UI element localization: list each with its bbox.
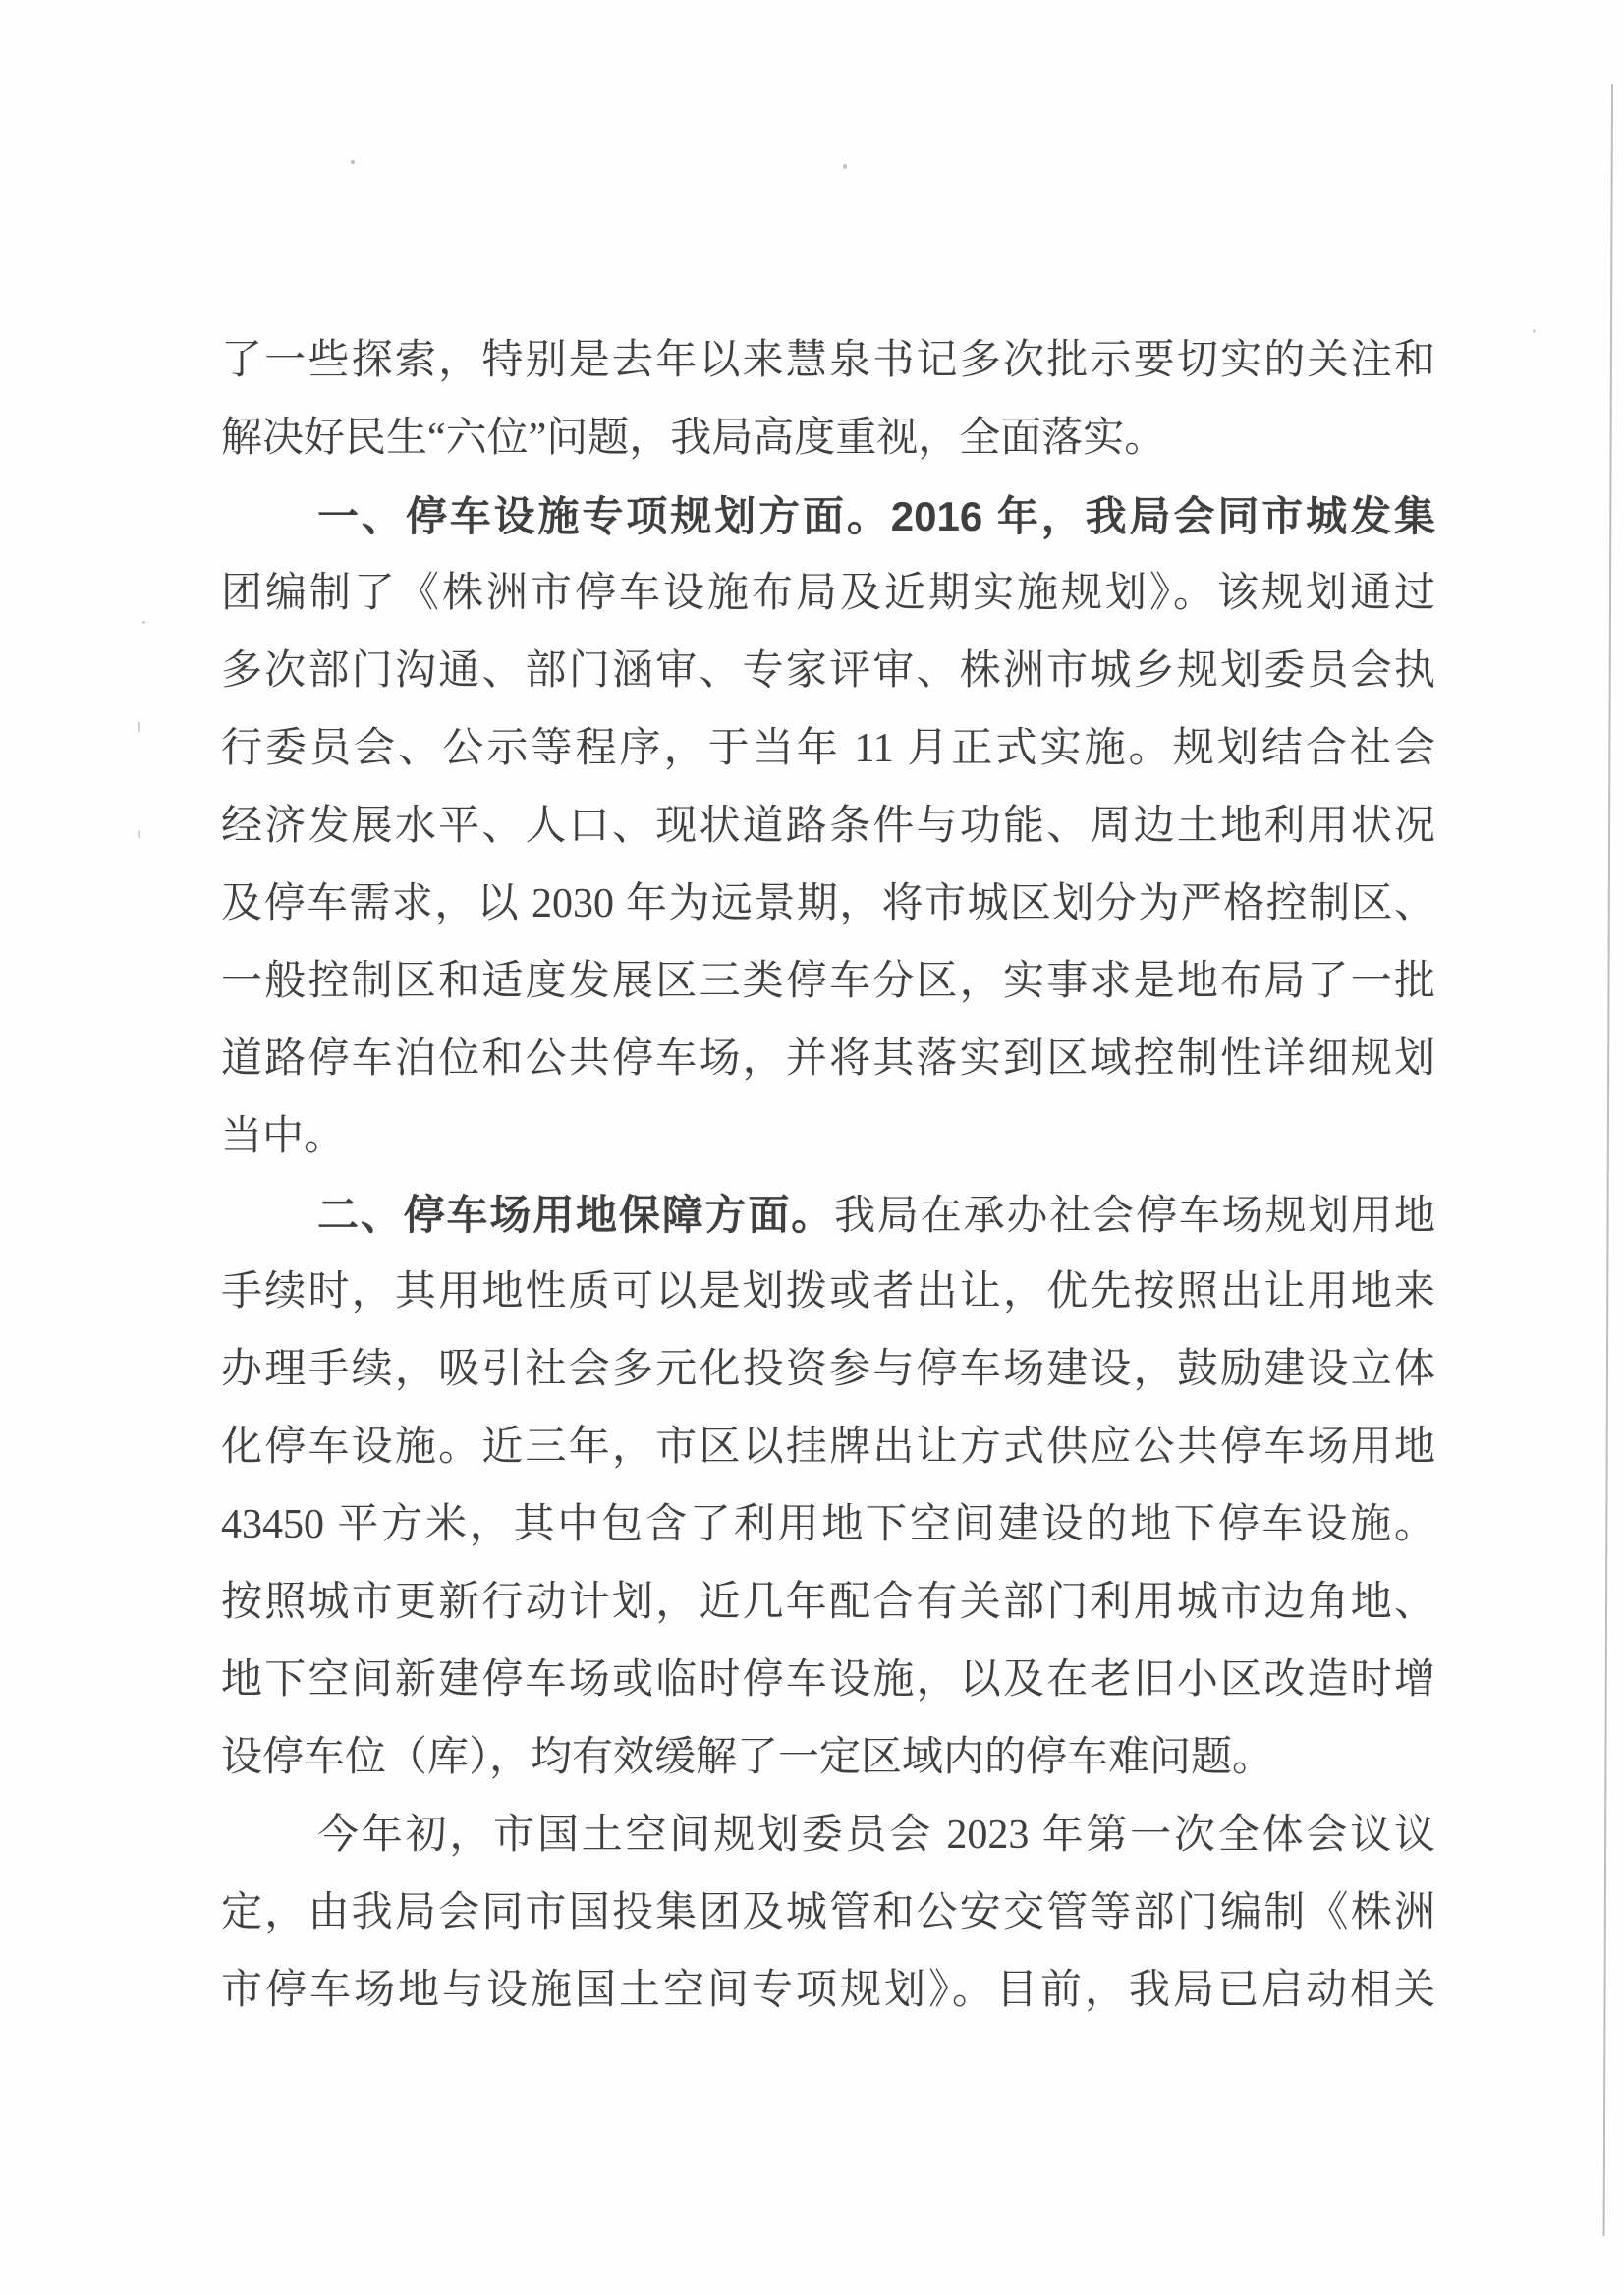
text-line: 当中。 xyxy=(221,1114,346,1159)
text-line: 行委员会、公示等程序，于当年 11 月正式实施。规划结合社会 xyxy=(221,726,1435,771)
text-line: 了一些探索，特别是去年以来慧泉书记多次批示要切实的关注和 xyxy=(221,338,1435,383)
text-line: 团编制了《株洲市停车设施布局及近期实施规划》。该规划通过 xyxy=(221,571,1435,616)
text-line: 解决好民生“六位”问题，我局高度重视，全面落实。 xyxy=(221,416,1166,461)
scan-speck xyxy=(138,830,140,838)
scan-speck xyxy=(138,722,140,732)
scan-speck xyxy=(142,621,145,624)
text-line: 43450 平方米，其中包含了利用地下空间建设的地下停车设施。 xyxy=(221,1502,1435,1547)
section-heading-text: 二、停车场用地保障方面。 xyxy=(317,1192,835,1238)
text-line: 手续时，其用地性质可以是划拨或者出让，优先按照出让用地来 xyxy=(221,1269,1435,1315)
text-segment: 我局在承办社会停车场规划用地 xyxy=(834,1194,1435,1239)
text-line: 地下空间新建停车场或临时停车设施，以及在老旧小区改造时增 xyxy=(221,1657,1435,1703)
text-line: 道路停车泊位和公共停车场，并将其落实到区域控制性详细规划 xyxy=(221,1036,1435,1082)
text-line: 化停车设施。近三年，市区以挂牌出让方式供应公共停车场用地 xyxy=(221,1425,1435,1470)
scan-speck xyxy=(843,164,847,169)
text-line: 设停车位（库），均有效缓解了一定区域内的停车难问题。 xyxy=(221,1735,1274,1780)
text-line: 一般控制区和适度发展区三类停车分区，实事求是地布局了一批 xyxy=(221,959,1435,1004)
text-line: 按照城市更新行动计划，近几年配合有关部门利用城市边角地、 xyxy=(221,1580,1435,1625)
section-heading-1 xyxy=(221,477,1435,555)
scan-speck xyxy=(1533,329,1536,333)
text-line: 多次部门沟通、部门涵审、专家评审、株洲市城乡规划委员会执 xyxy=(221,648,1435,694)
text-line: 经济发展水平、人口、现状道路条件与功能、周边土地利用状况 xyxy=(221,804,1435,849)
scan-speck xyxy=(351,160,355,164)
paragraph-start-line: 今年初，市国土空间规划委员会 2023 年第一次全体会议议 xyxy=(317,1813,1435,1858)
text-line: 及停车需求，以 2030 年为远景期，将市城区划分为严格控制区、 xyxy=(221,881,1435,926)
text-line: 定，由我局会同市国投集团及城管和公安交管等部门编制《株洲 xyxy=(221,1890,1435,1935)
text-block xyxy=(221,322,1435,2030)
section-heading-text: 一、停车设施专项规划方面。2016 年，我局会同市城发集 xyxy=(317,493,1435,539)
section-heading-2 xyxy=(221,1176,1435,1254)
scan-artifact-line xyxy=(1603,84,1613,2236)
text-line: 办理手续，吸引社会多元化投资参与停车场建设，鼓励建设立体 xyxy=(221,1347,1435,1392)
text-line: 市停车场地与设施国土空间专项规划》。目前，我局已启动相关 xyxy=(221,1968,1435,2013)
